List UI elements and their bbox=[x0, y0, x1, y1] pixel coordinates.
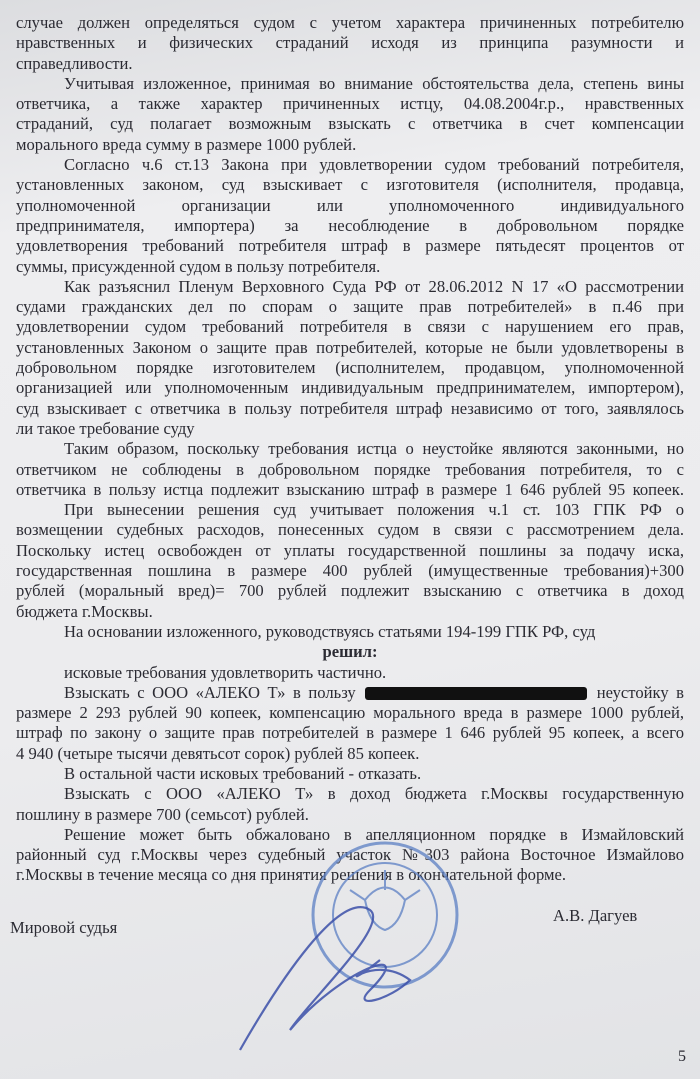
text-line: случае должен определяться судом с учетом характера причиненных потребителю bbox=[16, 13, 684, 32]
judge-name: А.В. Дагуев bbox=[553, 906, 638, 925]
text-line: предпринимателя, импортера) за несоблюдение в добровольном порядке bbox=[16, 215, 684, 235]
text-line: морального вреда сумму в размере 1000 рублей. bbox=[16, 134, 357, 154]
text-fragment: неустойку в bbox=[596, 682, 684, 702]
text-line: ответчиком не соблюдены в добровольном порядке требования потребителя, то с bbox=[16, 459, 684, 479]
text-line: удовлетворения требований потребителя штраф в размере пятьдесят процентов от bbox=[16, 236, 684, 256]
text-line: районный суд г.Москвы через судебный участок №303 района Восточное Измайлово bbox=[16, 845, 684, 865]
text-line: нравственных и физических страданий исходя из принципа разумности и bbox=[16, 33, 684, 53]
signature-icon bbox=[240, 907, 410, 1050]
text-line: государственная пошлина в размере 400 рублей (имущественные требования)+300 bbox=[16, 561, 684, 581]
text-line: исковые требования удовлетворить частично. bbox=[64, 662, 387, 682]
text-line: Таким образом, поскольку требования истца о неустойке являются законными, но bbox=[64, 439, 684, 459]
decision-heading: решил: bbox=[322, 642, 378, 662]
signature-role: Мировой судья bbox=[10, 918, 118, 937]
redaction-mark bbox=[365, 687, 587, 700]
court-decision-text bbox=[16, 13, 684, 886]
text-line: Учитывая изложенное, принимая во внимание обстоятельства дела, степень вины bbox=[64, 73, 684, 93]
text-line: удовлетворении судом требований потребителя в связи с нарушением его прав, bbox=[16, 317, 684, 337]
text-line: ответчика в пользу истца подлежит взысканию штраф в размере 1 646 рублей 95 копеек. bbox=[16, 479, 684, 499]
text-line: ли такое требование суду bbox=[16, 418, 195, 438]
text-line: Поскольку истец освобожден от уплаты государственной пошлины за подачу иска, bbox=[16, 540, 684, 560]
text-line: Взыскать с ООО «АЛЕКО Т» в доход бюджета г.Москвы государственную bbox=[64, 784, 684, 804]
text-line: возмещении судебных расходов, понесенных судом в связи с рассмотрением дела. bbox=[16, 520, 684, 540]
text-line: размере 2 293 рублей 90 копеек, компенсацию морального вреда в размере 1000 рублей, bbox=[16, 703, 684, 723]
text-line: установленных Законом о защите прав потребителей, которые не были удовлетворены в bbox=[16, 337, 684, 357]
text-line: добровольном порядке изготовителем (исполнителем, продавцом, уполномоченной bbox=[16, 358, 684, 378]
text-line: уполномоченной организации или уполномоченного индивидуального bbox=[16, 195, 684, 215]
text-line: страданий, суд полагает возможным взыскать с ответчика в счет компенсации bbox=[16, 114, 684, 134]
court-stamp-and-signature bbox=[220, 830, 480, 1070]
text-line: В остальной части исковых требований - отказать. bbox=[64, 763, 422, 783]
text-line: При вынесении решения суд учитывает положения ч.1 ст. 103 ГПК РФ о bbox=[64, 500, 684, 520]
text-line: На основании изложенного, руководствуясь статьями 194-199 ГПК РФ, суд bbox=[64, 621, 596, 641]
text-line: Согласно ч.6 ст.13 Закона при удовлетворении судом требований потребителя, bbox=[64, 155, 684, 175]
text-line: Решение может быть обжаловано в апелляционном порядке в Измайловский bbox=[64, 824, 684, 844]
text-line: судами гражданских дел по спорам о защите прав потребителей» в п.46 при bbox=[16, 297, 684, 317]
text-line: пошлину в размере 700 (семьсот) рублей. bbox=[16, 804, 309, 824]
text-line: ответчика, а также характер причиненных истцу, 04.08.2004г.р., нравственных bbox=[16, 94, 684, 114]
text-line: организацией или уполномоченным индивидуальным предпринимателем, импортером), bbox=[16, 378, 684, 398]
page-number: 5 bbox=[678, 1048, 686, 1065]
text-line: 4 940 (четыре тысячи девятьсот сорок) рублей 85 копеек. bbox=[16, 743, 420, 763]
text-line: рублей (моральный вред)= 700 рублей подлежит взысканию с ответчика в доход bbox=[16, 581, 684, 601]
text-line: бюджета г.Москвы. bbox=[16, 601, 153, 621]
text-line: справедливости. bbox=[16, 53, 133, 73]
text-fragment: Взыскать с ООО «АЛЕКО Т» в пользу bbox=[64, 682, 356, 702]
text-line: суд взыскивает с ответчика в пользу потребителя штраф независимо от того, заявлялось bbox=[16, 398, 684, 418]
text-line: Как разъяснил Пленум Верховного Суда РФ от 28.06.2012 N 17 «О рассмотрении bbox=[64, 276, 684, 296]
text-line: суммы, присужденной судом в пользу потребителя. bbox=[16, 256, 381, 276]
text-line: г.Москвы в течение месяца со дня принятия решения в окончательной форме. bbox=[16, 865, 567, 885]
text-line: установленных законом, суд взыскивает с изготовителя (исполнителя, продавца, bbox=[16, 175, 684, 195]
text-line: штраф по закону о защите прав потребителей в размере 1 646 рублей 95 копеек, а всего bbox=[16, 723, 684, 743]
text-line-redacted bbox=[16, 683, 684, 703]
